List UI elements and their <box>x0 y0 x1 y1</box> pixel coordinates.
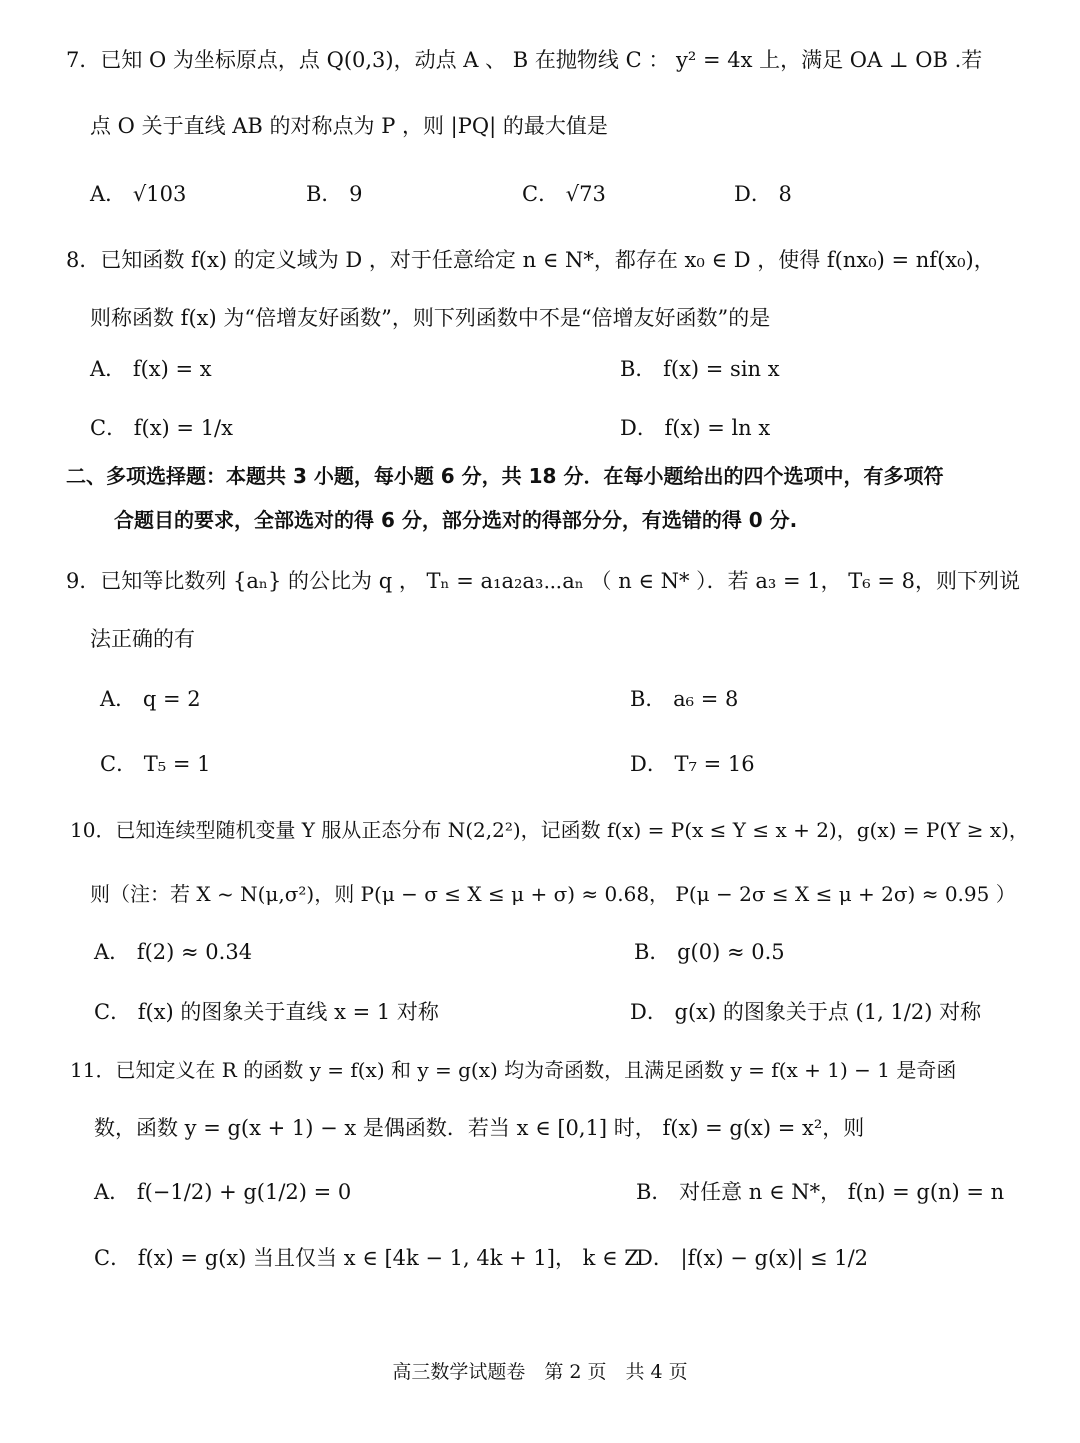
page-footer: 高三数学试题卷 第 2 页 共 4 页 <box>392 1361 688 1383</box>
q8-line1: 8．已知函数 f(x) 的定义域为 D ，对于任意给定 n ∈ N*，都存在 x₀ ∈ D ，使得 f(nx₀) = nf(x₀)， <box>66 248 995 272</box>
q11-option-a: A． f(−1/2) + g(1/2) = 0 <box>94 1180 352 1204</box>
q9-line1: 9．已知等比数列 {aₙ} 的公比为 q ， Tₙ = a₁a₂a₃⋯aₙ （ n ∈ N* ）．若 a₃ = 1， T₆ = 8，则下列说 <box>66 569 1021 593</box>
section2-heading-line2: 合题目的要求，全部选对的得 6 分，部分选对的得部分分，有选错的得 0 分. <box>114 508 798 532</box>
q10-line2: 则（注：若 X ~ N(μ,σ²)，则 P(μ − σ ≤ X ≤ μ + σ) ≈ 0.68， P(μ − 2σ ≤ X ≤ μ + 2σ) ≈ 0.95 ） <box>90 882 1016 906</box>
q8-line2: 则称函数 f(x) 为“倍增友好函数”，则下列函数中不是“倍增友好函数”的是 <box>90 306 771 330</box>
section2-heading-line1: 二、多项选择题：本题共 3 小题，每小题 6 分，共 18 分．在每小题给出的四个选项中，有多项符 <box>66 464 944 488</box>
q10-line1: 10．已知连续型随机变量 Y 服从正态分布 N(2,2²)，记函数 f(x) = P(x ≤ Y ≤ x + 2)，g(x) = P(Y ≥ x)， <box>70 818 1029 842</box>
q10-option-a: A． f(2) ≈ 0.34 <box>94 940 253 964</box>
q8-option-c: C． f(x) = 1/x <box>90 416 233 440</box>
q10-option-c: C． f(x) 的图象关于直线 x = 1 对称 <box>94 1000 439 1024</box>
q8-option-b: B． f(x) = sin x <box>620 357 780 381</box>
q7-line2: 点 O 关于直线 AB 的对称点为 P ，则 |PQ| 的最大值是 <box>90 114 608 138</box>
q9-line2: 法正确的有 <box>90 627 195 651</box>
q11-option-c: C． f(x) = g(x) 当且仅当 x ∈ [4k − 1, 4k + 1]， k ∈ Z <box>94 1246 639 1270</box>
q11-line2: 数，函数 y = g(x + 1) − x 是偶函数．若当 x ∈ [0,1] 时， f(x) = g(x) = x²，则 <box>94 1116 865 1140</box>
q9-option-c: C． T₅ = 1 <box>100 752 211 776</box>
q9-option-a: A． q = 2 <box>100 687 201 711</box>
q7-option-a: A． √103 <box>90 182 187 206</box>
q10-option-d: D． g(x) 的图象关于点 (1, 1/2) 对称 <box>630 1000 982 1024</box>
q7-option-d: D． 8 <box>734 182 792 206</box>
q11-line1: 11．已知定义在 R 的函数 y = f(x) 和 y = g(x) 均为奇函数，且满足函数 y = f(x + 1) − 1 是奇函 <box>70 1058 957 1082</box>
q7-option-b: B． 9 <box>306 182 363 206</box>
q8-option-a: A． f(x) = x <box>90 357 212 381</box>
q8-option-d: D． f(x) = ln x <box>620 416 771 440</box>
q11-option-d: D． |f(x) − g(x)| ≤ 1/2 <box>636 1246 869 1270</box>
q10-option-b: B． g(0) ≈ 0.5 <box>634 940 785 964</box>
q9-option-d: D． T₇ = 16 <box>630 752 755 776</box>
q9-option-b: B． a₆ = 8 <box>630 687 739 711</box>
q7-line1: 7．已知 O 为坐标原点，点 Q(0,3)，动点 A 、 B 在抛物线 C ： y² = 4x 上，满足 OA ⊥ OB .若 <box>66 48 983 72</box>
q11-option-b: B． 对任意 n ∈ N*， f(n) = g(n) = n <box>636 1180 1005 1204</box>
q7-option-c: C． √73 <box>522 182 606 206</box>
